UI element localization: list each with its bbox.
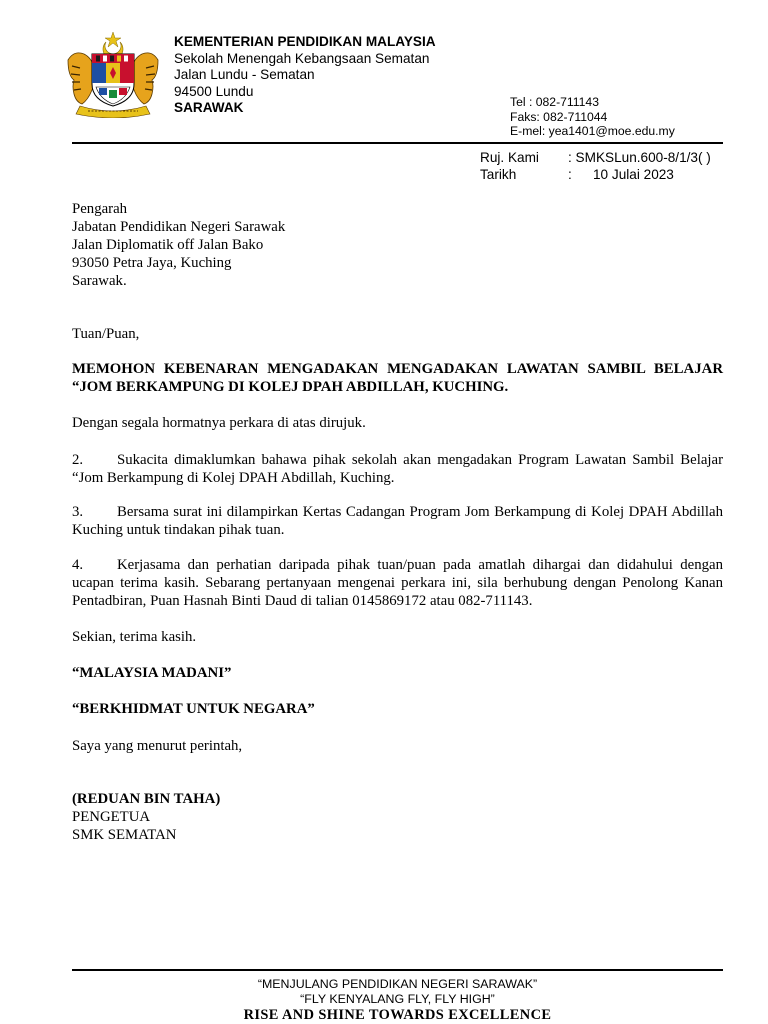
- paragraph-4: [72, 556, 723, 610]
- paragraph-text: Sukacita dimaklumkan bahawa pihak sekolah akan mengadakan Program Lawatan Sambil Belajar “Jom Berkampung di Kolej DPAH Abdillah, Kuching.: [72, 452, 723, 486]
- recipient-line: Jalan Diplomatik off Jalan Bako: [72, 237, 264, 253]
- subject-line1: MEMOHON KEBENARAN MENGADAKAN MENGADAKAN LAWATAN SAMBIL BELAJAR: [72, 361, 723, 377]
- paragraph-text: Kerjasama dan perhatian daripada pihak tuan/puan pada amatlah dihargai dan didahului dengan ucapan terima kasih. Sebarang pertanyaan mengenai perkara ini, sila berhubung dengan Penolong Kanan Pentadbiran, Puan Hasnah Binti Daud di talian 0145869172 atau 082-711143.: [72, 557, 723, 609]
- motto-madani: “MALAYSIA MADANI”: [72, 665, 232, 681]
- state-name: SARAWAK: [174, 100, 244, 116]
- yours-faithfully: Saya yang menurut perintah,: [72, 738, 243, 754]
- footer-slogan-1: “MENJULANG PENDIDIKAN NEGERI SARAWAK”: [257, 977, 538, 991]
- malaysia-coat-of-arms-icon: [62, 30, 164, 118]
- recipient-line: Jabatan Pendidikan Negeri Sarawak: [72, 219, 286, 235]
- paragraph-number: 3.: [72, 504, 84, 520]
- signature-block: [72, 790, 723, 844]
- footer-slogan-2: “FLY KENYALANG FLY, FLY HIGH”: [300, 992, 495, 1006]
- header-divider: [72, 142, 723, 144]
- email-address: E-mel: yea1401@moe.edu.my: [510, 124, 675, 139]
- intro-paragraph: Dengan segala hormatnya perkara di atas dirujuk.: [72, 415, 366, 431]
- paragraph-2: [72, 451, 723, 487]
- ruj-value: : SMKSLun.600-8/1/3( ): [568, 150, 711, 165]
- ministry-name: KEMENTERIAN PENDIDIKAN MALAYSIA: [174, 34, 436, 49]
- signatory-school: SMK SEMATAN: [72, 827, 177, 843]
- paragraph-text: Bersama surat ini dilampirkan Kertas Cadangan Program Jom Berkampung di Kolej DPAH Abdillah Kuching untuk tindakan pihak tuan.: [72, 504, 723, 538]
- motto-berkhidmat: “BERKHIDMAT UNTUK NEGARA”: [72, 701, 315, 717]
- paragraph-3: [72, 503, 723, 539]
- recipient-address: [72, 200, 723, 290]
- footer-divider: [72, 969, 723, 971]
- salutation: Tuan/Puan,: [72, 326, 140, 342]
- signatory-name: (REDUAN BIN TAHA): [72, 791, 221, 807]
- fax-number: Faks: 082-711044: [510, 109, 608, 124]
- tarikh-value: 10 Julai 2023: [593, 166, 674, 182]
- tarikh-label: Tarikh: [480, 166, 517, 182]
- subject-heading: [72, 360, 723, 396]
- ruj-label: Ruj. Kami: [480, 150, 539, 165]
- signatory-title: PENGETUA: [72, 809, 151, 825]
- subject-line2: “JOM BERKAMPUNG DI KOLEJ DPAH ABDILLAH, KUCHING.: [72, 379, 509, 395]
- recipient-line: Sarawak.: [72, 273, 127, 289]
- contact-block: [510, 95, 675, 139]
- footer-slogan-3: RISE AND SHINE TOWARDS EXCELLENCE: [243, 1007, 552, 1023]
- paragraph-number: 2.: [72, 452, 84, 468]
- address-line1: Jalan Lundu - Sematan: [174, 67, 315, 83]
- school-name: Sekolah Menengah Kebangsaan Sematan: [174, 50, 430, 66]
- paragraph-number: 4.: [72, 557, 84, 573]
- tel-number: Tel : 082-711143: [510, 95, 599, 109]
- recipient-line: 93050 Petra Jaya, Kuching: [72, 255, 232, 271]
- recipient-line: Pengarah: [72, 201, 128, 217]
- ministry-block: [174, 34, 436, 117]
- address-line2: 94500 Lundu: [174, 83, 254, 99]
- closing-line: Sekian, terima kasih.: [72, 629, 197, 645]
- tarikh-colon: :: [568, 166, 572, 182]
